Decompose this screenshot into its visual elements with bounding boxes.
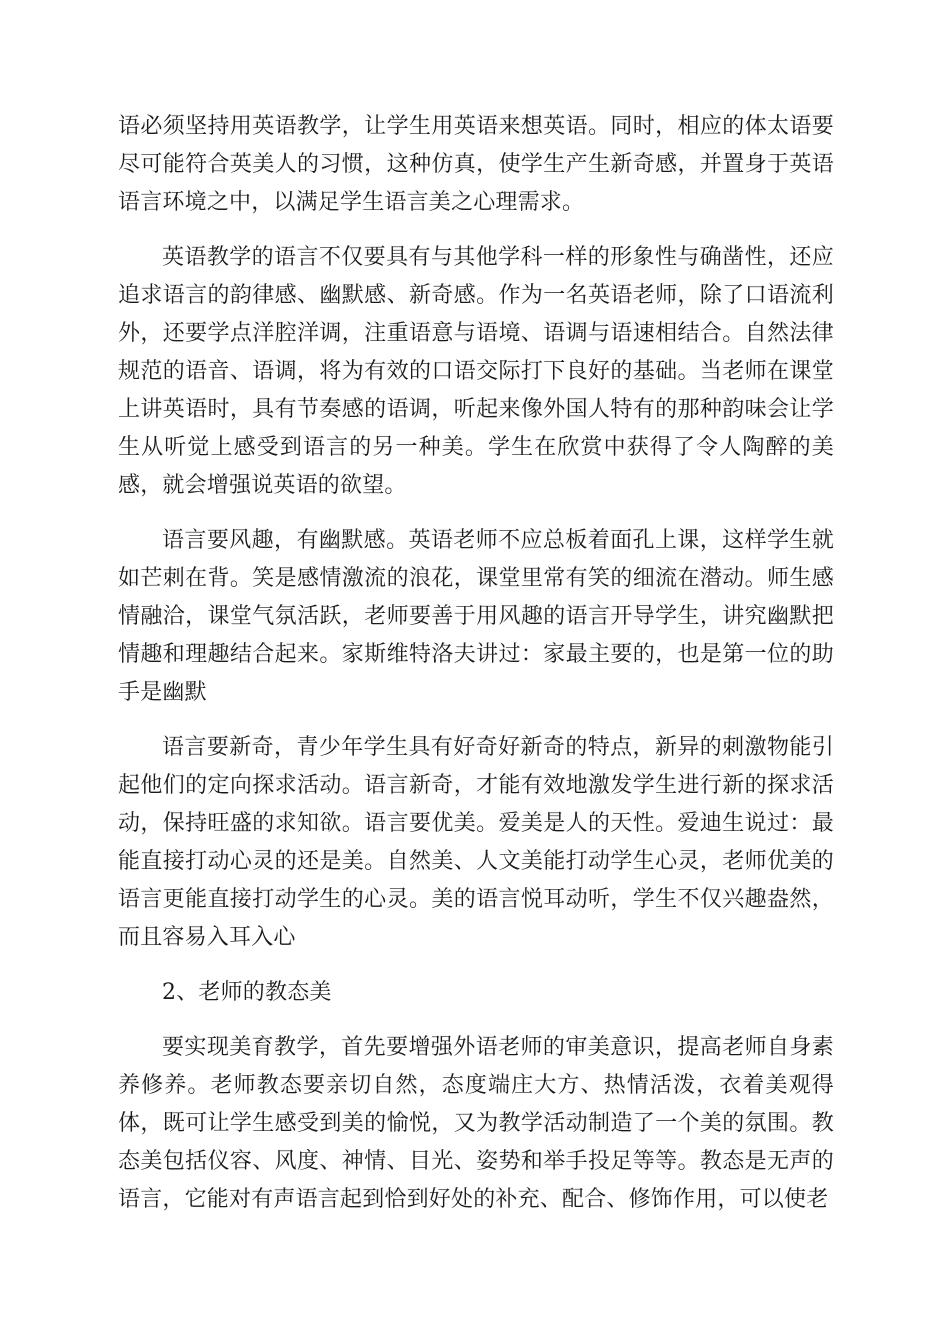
paragraph-continued: 语必须坚持用英语教学，让学生用英语来想英语。同时，相应的体太语要尽可能符合英美人的习惯，这种仿真，使学生产生新奇感，并置身于英语语言环境之中，以满足学生语言美之心理需求。 bbox=[118, 114, 834, 215]
paragraph-language-novelty: 语言要新奇，青少年学生具有好奇好新奇的特点，新异的刺激物能引起他们的定向探求活动。语言新奇，才能有效地激发学生进行新的探求活动，保持旺盛的求知欲。语言要优美。爱美是人的天性。爱迪生说过：最能直接打动心灵的还是美。自然美、人文美能打动学生心灵，老师优美的语言更能直接打动学生的心灵。美的语言悦耳动听，学生不仅兴趣盎然，而且容易入耳入心 bbox=[118, 735, 834, 950]
paragraph-language-rhythm: 英语教学的语言不仅要具有与其他学科一样的形象性与确凿性，还应追求语言的韵律感、幽默感、新奇感。作为一名英语老师，除了口语流利外，还要学点洋腔洋调，注重语意与语境、语调与语速相结合。自然法律规范的语音、语调，将为有效的口语交际打下良好的基础。当老师在课堂上讲英语时，具有节奏感的语调，听起来像外国人特有的那种韵味会让学生从听觉上感受到语言的另一种美。学生在欣赏中获得了令人陶醉的美感，就会增强说英语的欲望。 bbox=[118, 245, 834, 498]
section-heading: 2、老师的教态美 bbox=[162, 980, 332, 1005]
paragraph-teaching-manner: 要实现美育教学，首先要增强外语老师的审美意识，提高老师自身素养修养。老师教态要亲切自然，态度端庄大方、热情活泼，衣着美观得体，既可让学生感受到美的愉悦，又为教学活动制造了一个美的氛围。教态美包括仪容、风度、神情、目光、姿势和举手投足等等。教态是无声的语言，它能对有声语言起到恰到好处的补充、配合、修饰作用，可以使老 bbox=[118, 1035, 834, 1212]
paragraph-language-humor: 语言要风趣，有幽默感。英语老师不应总板着面孔上课，这样学生就如芒刺在背。笑是感情激流的浪花，课堂里常有笑的细流在潜动。师生感情融洽，课堂气氛活跃，老师要善于用风趣的语言开导学生，讲究幽默把情趣和理趣结合起来。家斯维特洛夫讲过：家最主要的，也是第一位的助手是幽默 bbox=[118, 528, 834, 705]
document-body bbox=[118, 108, 834, 1236]
